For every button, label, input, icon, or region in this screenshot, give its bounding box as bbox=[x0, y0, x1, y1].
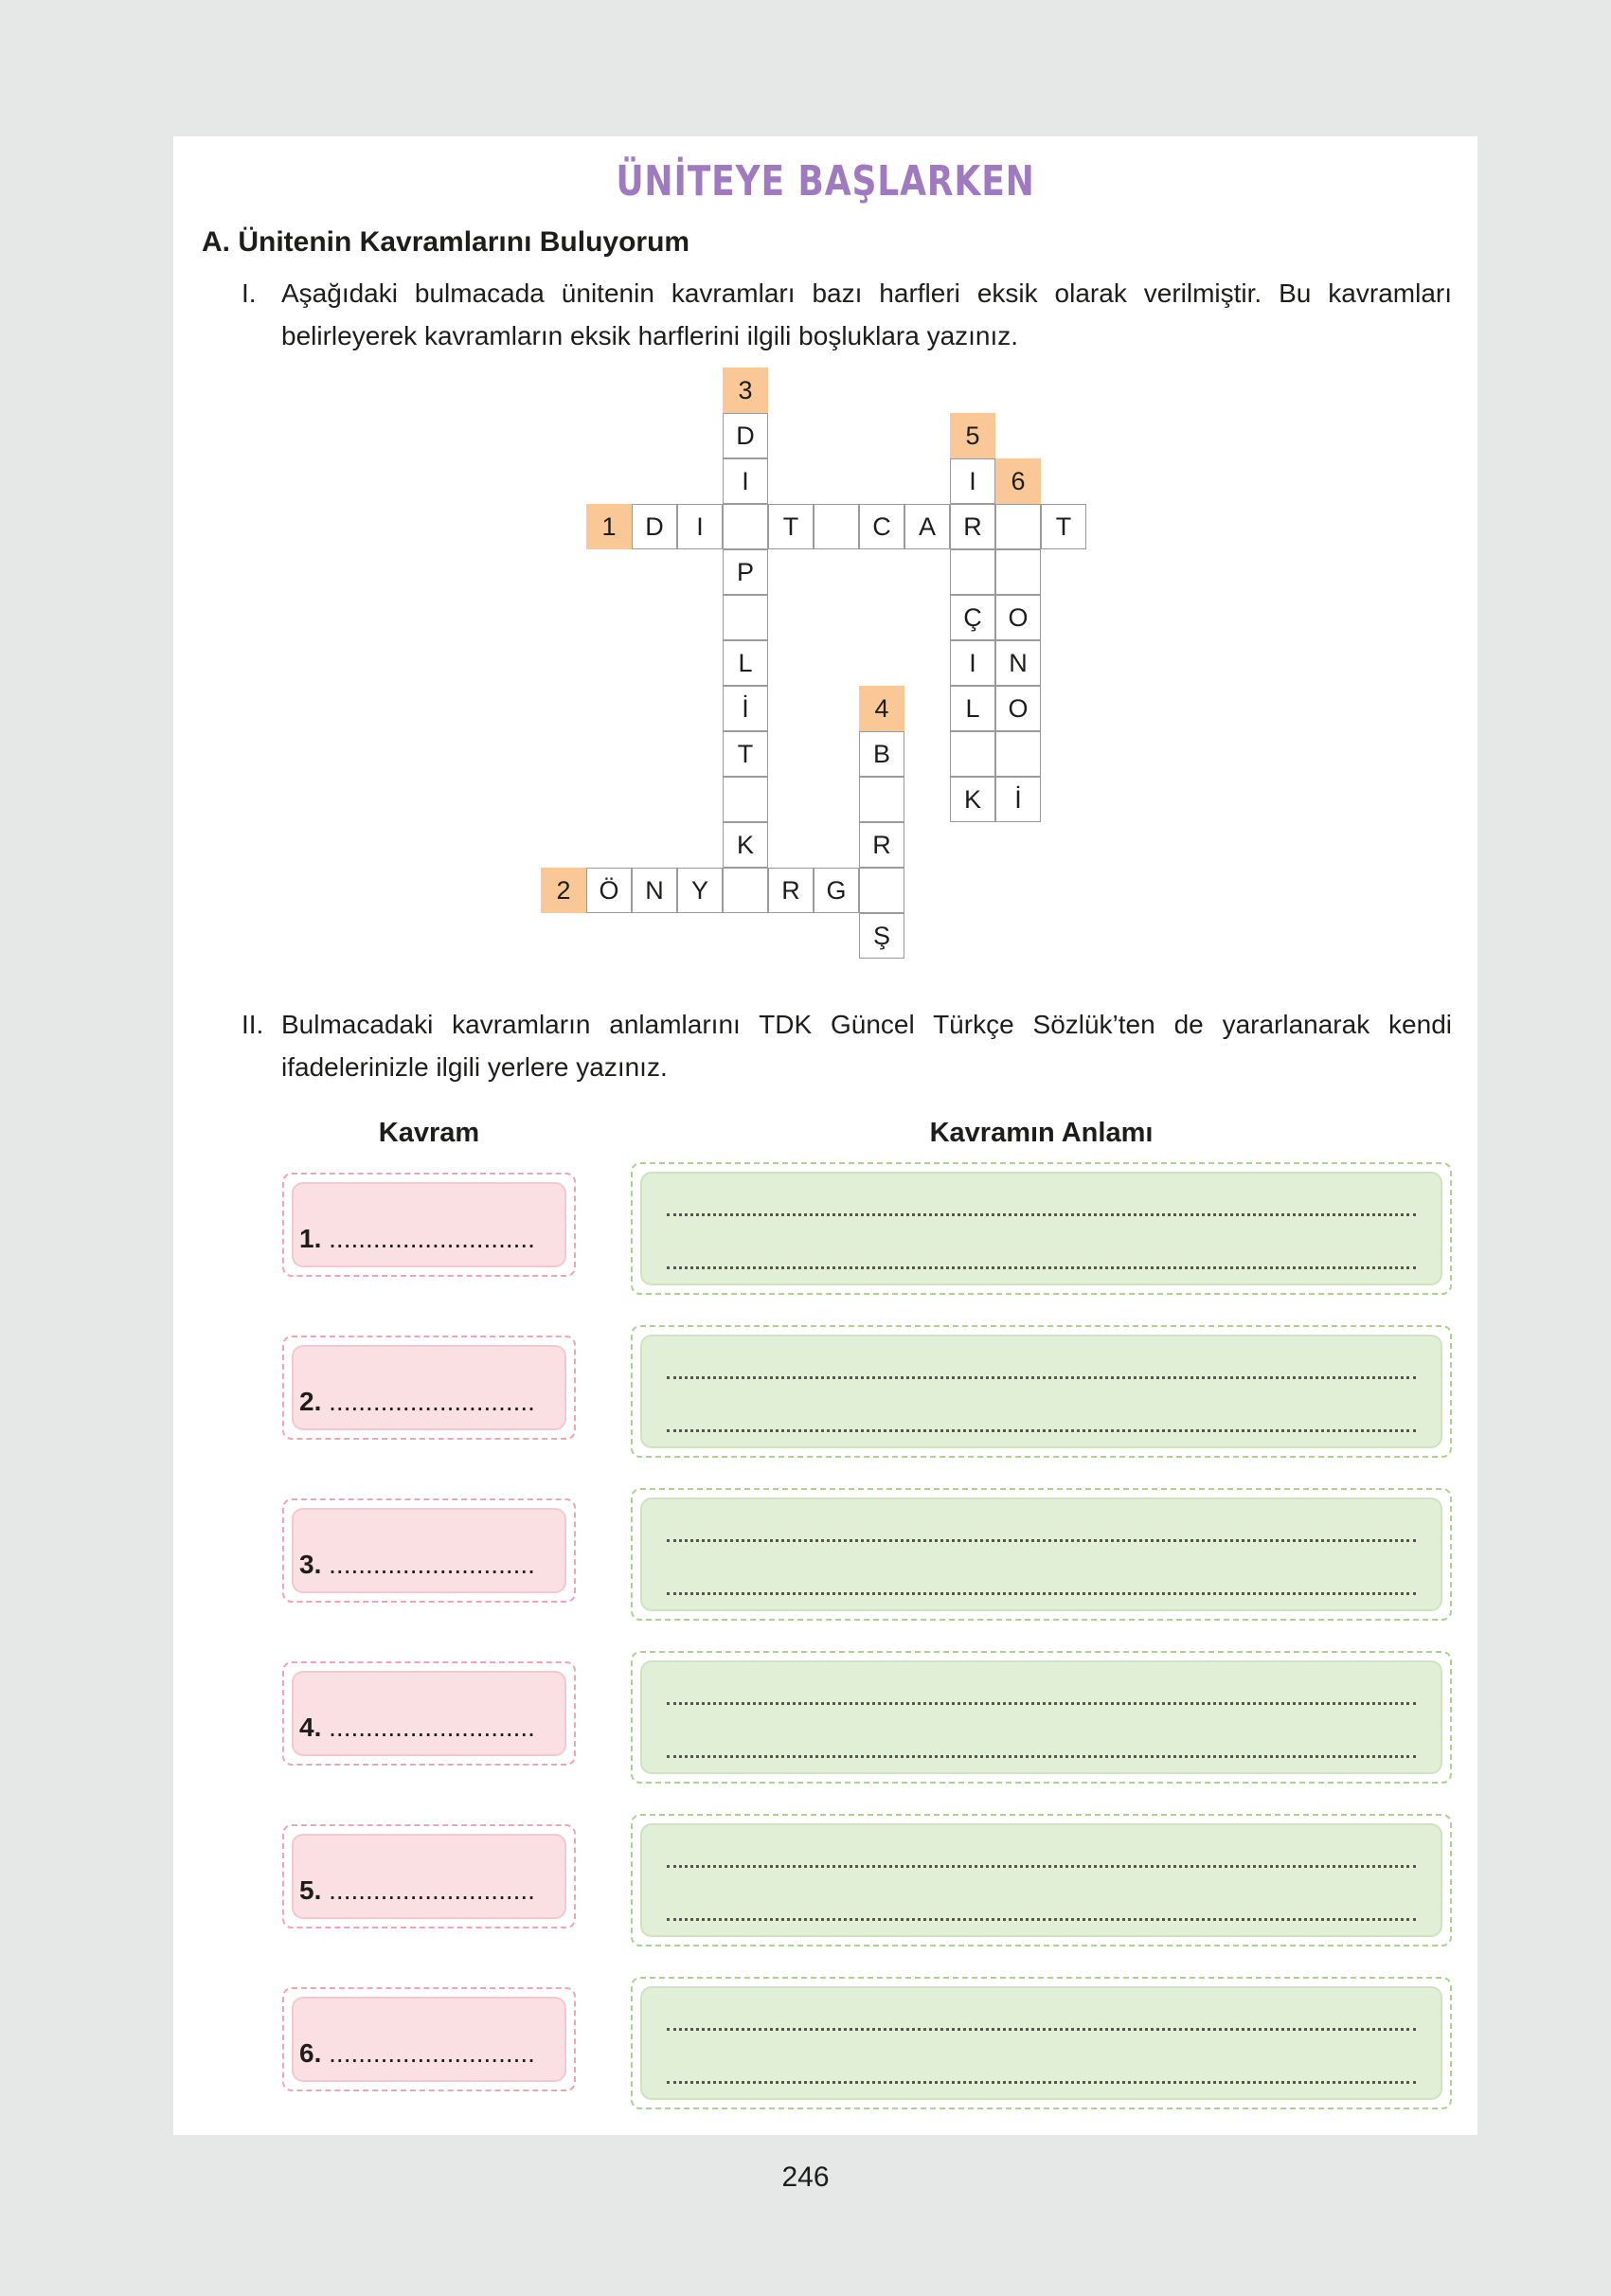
word-3-cell[interactable]: K bbox=[723, 822, 768, 868]
word-3-cell[interactable]: I bbox=[723, 458, 768, 504]
word-6-cell[interactable]: N bbox=[995, 640, 1041, 686]
word-6-cell[interactable]: İ bbox=[995, 777, 1041, 822]
row-number: 4. bbox=[299, 1713, 322, 1742]
word-4-cell[interactable] bbox=[859, 777, 904, 822]
word-5-cell[interactable]: I bbox=[950, 640, 995, 686]
part2-number: II. bbox=[242, 1010, 264, 1039]
column-header-kavram: Kavram bbox=[378, 1118, 480, 1148]
word-1-cell[interactable]: D bbox=[632, 504, 677, 549]
word-5-cell[interactable] bbox=[950, 549, 995, 595]
clue-number-4: 4 bbox=[859, 686, 904, 731]
word-1-cell[interactable] bbox=[723, 504, 768, 549]
anlam-box-3[interactable] bbox=[631, 1488, 1452, 1621]
word-1-cell[interactable]: I bbox=[677, 504, 723, 549]
word-6-cell[interactable]: O bbox=[995, 595, 1041, 640]
kavram-box-6[interactable] bbox=[282, 1987, 576, 2091]
word-5-cell[interactable]: K bbox=[950, 777, 995, 822]
clue-number-5: 5 bbox=[950, 413, 995, 458]
word-3-cell[interactable] bbox=[723, 777, 768, 822]
part1-line2: belirleyerek kavramların eksik harflerini ilgili boşluklara yazınız. bbox=[281, 321, 1019, 350]
word-5-cell[interactable]: Ç bbox=[950, 595, 995, 640]
word-4-cell[interactable]: R bbox=[859, 822, 904, 868]
clue-number-1: 1 bbox=[586, 504, 632, 549]
kavram-box-3[interactable] bbox=[282, 1498, 576, 1603]
word-6-cell[interactable]: O bbox=[995, 686, 1041, 731]
kavram-box-4[interactable] bbox=[282, 1661, 576, 1766]
word-5-cell[interactable]: I bbox=[950, 458, 995, 504]
row-number: 2. bbox=[299, 1387, 322, 1416]
word-2-cell[interactable] bbox=[723, 868, 768, 913]
word-5-cell[interactable] bbox=[950, 731, 995, 777]
column-header-anlam: Kavramın Anlamı bbox=[929, 1118, 1154, 1148]
word-2-cell[interactable]: R bbox=[768, 868, 814, 913]
word-1-cell[interactable]: T bbox=[768, 504, 814, 549]
fill-in-dots: ............................ bbox=[329, 1387, 535, 1416]
word-3-cell[interactable] bbox=[723, 595, 768, 640]
word-1-cell[interactable] bbox=[814, 504, 859, 549]
kavram-box-5[interactable] bbox=[282, 1824, 576, 1928]
kavram-box-1[interactable] bbox=[282, 1173, 576, 1277]
word-1-cell[interactable]: C bbox=[859, 504, 904, 549]
fill-in-dots: ............................ bbox=[329, 1713, 535, 1742]
worksheet-page bbox=[173, 136, 1477, 2135]
word-3-cell[interactable]: P bbox=[723, 549, 768, 595]
word-5-cell[interactable]: L bbox=[950, 686, 995, 731]
clue-number-2: 2 bbox=[541, 868, 586, 913]
crossword-puzzle bbox=[173, 136, 1477, 989]
word-1-cell[interactable] bbox=[995, 504, 1041, 549]
row-number: 1. bbox=[299, 1224, 322, 1253]
word-1-cell[interactable]: T bbox=[1041, 504, 1086, 549]
word-2-cell[interactable]: Y bbox=[677, 868, 723, 913]
anlam-box-5[interactable] bbox=[631, 1814, 1452, 1946]
word-4-cell[interactable] bbox=[859, 868, 904, 913]
fill-in-dots: ............................ bbox=[329, 2038, 535, 2068]
row-number: 6. bbox=[299, 2038, 322, 2068]
part1-line1: Aşağıdaki bulmacada ünitenin kavramları bazı harfleri eksik olarak verilmiştir. Bu kavramları bbox=[281, 278, 1452, 308]
word-3-cell[interactable]: T bbox=[723, 731, 768, 777]
word-1-cell[interactable]: R bbox=[950, 504, 995, 549]
word-3-cell[interactable]: L bbox=[723, 640, 768, 686]
anlam-box-1[interactable] bbox=[631, 1162, 1452, 1295]
word-3-cell[interactable]: D bbox=[723, 413, 768, 458]
word-4-cell[interactable]: Ş bbox=[859, 913, 904, 959]
page-title: ÜNİTEYE BAŞLARKEN bbox=[616, 157, 1035, 206]
word-1-cell[interactable]: A bbox=[904, 504, 950, 549]
fill-in-dots: ............................ bbox=[329, 1550, 535, 1579]
part1-number: I. bbox=[242, 278, 257, 308]
word-2-cell[interactable]: G bbox=[814, 868, 859, 913]
clue-number-3: 3 bbox=[723, 368, 768, 413]
part2-line2: ifadelerinizle ilgili yerlere yazınız. bbox=[281, 1052, 668, 1082]
word-6-cell[interactable] bbox=[995, 731, 1041, 777]
row-number: 5. bbox=[299, 1875, 322, 1905]
word-2-cell[interactable]: Ö bbox=[586, 868, 632, 913]
fill-in-dots: ............................ bbox=[329, 1875, 535, 1905]
section-a-heading: A. Ünitenin Kavramlarını Buluyorum bbox=[202, 226, 690, 258]
part2-line1: Bulmacadaki kavramların anlamlarını TDK Güncel Türkçe Sözlük’ten de yararlanarak kendi bbox=[281, 1010, 1452, 1039]
anlam-box-2[interactable] bbox=[631, 1325, 1452, 1458]
word-6-cell[interactable] bbox=[995, 549, 1041, 595]
kavram-box-2[interactable] bbox=[282, 1336, 576, 1440]
fill-in-dots: ............................ bbox=[329, 1224, 535, 1253]
word-2-cell[interactable]: N bbox=[632, 868, 677, 913]
word-3-cell[interactable]: İ bbox=[723, 686, 768, 731]
anlam-box-4[interactable] bbox=[631, 1651, 1452, 1784]
page-number: 246 bbox=[781, 2161, 830, 2193]
word-4-cell[interactable]: B bbox=[859, 731, 904, 777]
clue-number-6: 6 bbox=[995, 458, 1041, 504]
anlam-box-6[interactable] bbox=[631, 1977, 1452, 2109]
row-number: 3. bbox=[299, 1550, 322, 1579]
